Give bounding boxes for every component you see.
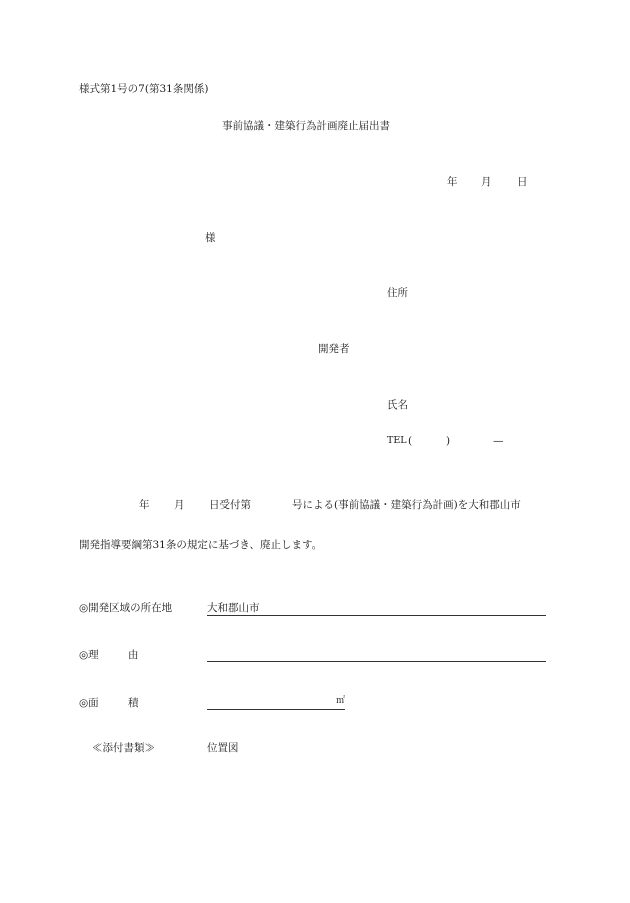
location-label: ◎開発区域の所在地	[79, 602, 173, 614]
reason-underline	[207, 661, 546, 662]
reason-label-b: 由	[128, 649, 139, 661]
body-year: 年	[139, 499, 150, 511]
date-day: 日	[517, 176, 528, 188]
reason-label-a: ◎理	[79, 649, 99, 661]
address-label: 住所	[387, 287, 408, 299]
tel-label: TEL	[387, 435, 407, 446]
area-label-b: 積	[128, 697, 139, 709]
location-value: 大和郡山市	[207, 602, 260, 614]
addressee-suffix: 様	[205, 232, 216, 244]
tel-open-paren: (	[408, 435, 413, 447]
tel-close-paren: )	[446, 435, 451, 447]
body-line1-rest: 号による(事前協議・建築行為計画)を大和郡山市	[292, 499, 521, 511]
developer-label: 開発者	[318, 343, 350, 355]
date-year: 年	[447, 176, 458, 188]
area-label-a: ◎面	[79, 697, 99, 709]
body-received: 日受付第	[209, 499, 251, 511]
attachments-value: 位置図	[207, 742, 239, 754]
form-number: 様式第1号の7(第31条関係)	[79, 83, 209, 95]
body-line-2: 開発指導要綱第31条の規定に基づき、廃止します。	[79, 539, 323, 551]
location-underline	[207, 615, 546, 616]
page-title: 事前協議・建築行為計画廃止届出書	[222, 120, 390, 132]
attachments-label: ≪添付書類≫	[92, 742, 155, 754]
date-month: 月	[481, 176, 492, 188]
body-month: 月	[174, 499, 185, 511]
name-label: 氏名	[387, 399, 408, 411]
area-underline	[207, 709, 345, 710]
tel-dash: —	[493, 435, 504, 447]
area-unit: ㎡	[336, 696, 346, 706]
